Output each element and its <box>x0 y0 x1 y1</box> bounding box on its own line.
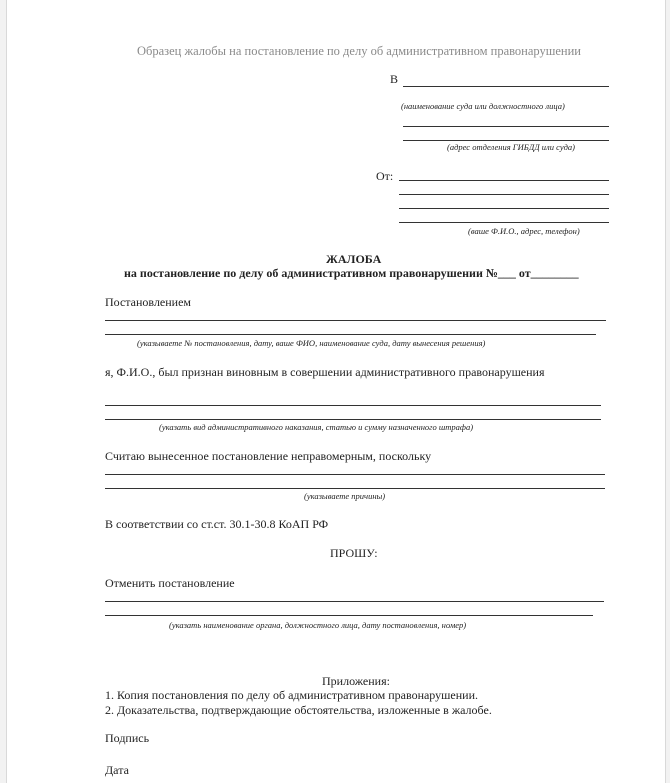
document-title: ЖАЛОБА <box>326 252 382 266</box>
authority-caption: (указать наименование органа, должностного лица, дату постановления, номер) <box>169 620 467 630</box>
reasons-line-1 <box>105 474 605 475</box>
court-address-caption: (адрес отделения ГИБДД или суда) <box>447 142 575 152</box>
reasons-caption: (указываете причины) <box>304 491 386 501</box>
sender-caption: (ваше Ф.И.О., адрес, телефон) <box>468 226 580 236</box>
penalty-line-2 <box>105 419 601 420</box>
resolution-label: Постановлением <box>105 295 192 309</box>
court-address-line-2 <box>403 140 609 141</box>
sender-line-2 <box>399 194 609 195</box>
unlawful-statement: Считаю вынесенное постановление неправомерным, поскольку <box>105 449 432 463</box>
date-label: Дата <box>105 763 129 777</box>
penalty-line-1 <box>105 405 601 406</box>
reasons-line-2 <box>105 488 605 489</box>
sender-line-1 <box>399 180 609 181</box>
legal-basis: В соответствии со ст.ст. 30.1-30.8 КоАП РФ <box>105 517 329 531</box>
guilty-statement: я, Ф.И.О., был признан виновным в совершении административного правонарушения <box>105 365 545 379</box>
attachments-heading: Приложения: <box>322 674 390 688</box>
to-label: В <box>390 72 399 86</box>
attachment-item-1: 1. Копия постановления по делу об административном правонарушении. <box>105 688 478 702</box>
resolution-caption: (указываете № постановления, дату, ваше ФИО, наименование суда, дату вынесения решения) <box>137 338 486 348</box>
from-label: От: <box>376 169 394 183</box>
resolution-line-2 <box>105 334 596 335</box>
court-name-caption: (наименование суда или должностного лица) <box>401 101 565 111</box>
request-heading: ПРОШУ: <box>330 546 378 560</box>
cancel-statement: Отменить постановление <box>105 576 235 590</box>
resolution-line-1 <box>105 320 606 321</box>
sender-line-4 <box>399 222 609 223</box>
court-name-line <box>403 86 609 87</box>
sender-line-3 <box>399 208 609 209</box>
sample-title: Образец жалобы на постановление по делу об административном правонарушении <box>137 44 581 58</box>
penalty-caption: (указать вид административного наказания, статью и сумму назначенного штрафа) <box>159 422 474 432</box>
document-page <box>6 0 666 783</box>
attachment-item-2: 2. Доказательства, подтверждающие обстоятельства, изложенные в жалобе. <box>105 703 492 717</box>
document-subtitle: на постановление по делу об административном правонарушении №___ от________ <box>124 266 579 280</box>
authority-line-1 <box>105 601 604 602</box>
authority-line-2 <box>105 615 593 616</box>
court-address-line-1 <box>403 126 609 127</box>
signature-label: Подпись <box>105 731 150 745</box>
